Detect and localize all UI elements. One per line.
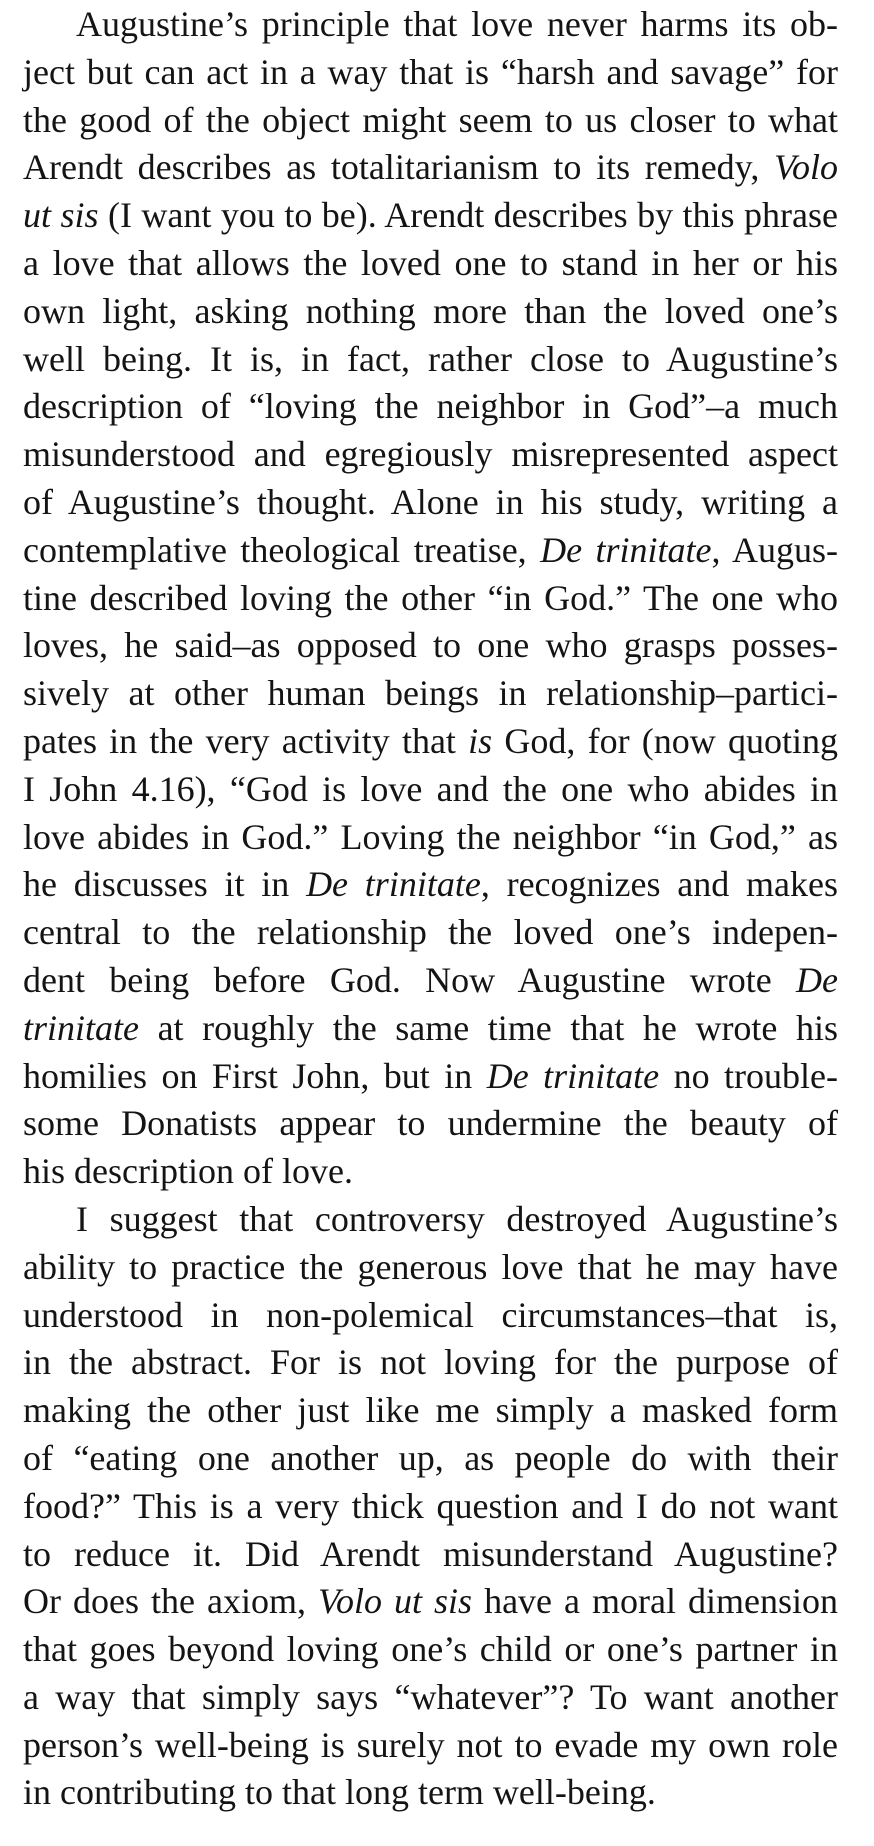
text-line xyxy=(23,1722,838,1770)
text-segment: (I want you to be). Arendt describes by this phrase xyxy=(98,195,838,236)
text-line xyxy=(23,1435,838,1483)
text-line xyxy=(23,1148,838,1196)
text-line xyxy=(23,814,838,862)
text-line xyxy=(23,336,838,384)
text-segment: contemplative theological treatise, xyxy=(23,529,541,570)
text-line xyxy=(23,240,838,288)
text-segment: a love that allows the loved one to stand in her or his xyxy=(23,242,838,283)
text-segment: food?” This is a very thick question and I do not want xyxy=(23,1485,838,1526)
text-segment: I suggest that controversy destroyed Augustine’s xyxy=(76,1198,838,1239)
text-segment: to reduce it. Did Arendt misunderstand Augustine? xyxy=(23,1533,838,1574)
text-segment: homilies on First John, but in xyxy=(23,1055,487,1096)
text-line xyxy=(23,766,838,814)
italic-text: trinitate xyxy=(23,1007,139,1048)
text-segment: have a moral dimension xyxy=(472,1581,839,1622)
text-line xyxy=(23,479,838,527)
text-line xyxy=(23,575,838,623)
text-segment: dent being before God. Now Augustine wrote xyxy=(23,959,797,1000)
text-segment: tine described loving the other “in God.” The one who xyxy=(23,577,838,618)
text-segment: of Augustine’s thought. Alone in his study, writing a xyxy=(23,481,838,522)
text-line xyxy=(23,49,838,97)
text-segment: ability to practice the generous love that he may have xyxy=(23,1246,838,1287)
text-line xyxy=(23,1339,838,1387)
text-segment: no trouble- xyxy=(659,1055,838,1096)
text-line xyxy=(23,1578,838,1626)
text-segment: making the other just like me simply a masked form xyxy=(23,1390,838,1431)
text-segment: well being. It is, in fact, rather close to Augustine’s xyxy=(23,338,838,379)
text-line xyxy=(23,1100,838,1148)
text-segment: misunderstood and egregiously misrepresented aspect xyxy=(23,434,838,475)
text-line xyxy=(23,1,838,49)
text-line xyxy=(23,1244,838,1292)
text-column xyxy=(23,1,838,1817)
italic-text: De trinitate xyxy=(306,864,481,905)
paragraph xyxy=(23,1196,838,1817)
text-segment: description of “loving the neighbor in God”–a much xyxy=(23,386,838,427)
text-segment: , recognizes and makes xyxy=(480,864,838,905)
text-line xyxy=(23,192,838,240)
text-segment: God, for (now quoting xyxy=(492,720,838,761)
italic-text: De trinitate xyxy=(540,529,712,570)
text-segment: central to the relationship the loved one’s indepen- xyxy=(23,912,838,953)
text-segment: sively at other human beings in relationship–partici- xyxy=(23,673,838,714)
text-segment: understood in non-polemical circumstances–that is, xyxy=(23,1294,838,1335)
text-segment: pates in the very activity that xyxy=(23,720,469,761)
text-line xyxy=(23,1626,838,1674)
text-segment: in the abstract. For is not loving for the purpose of xyxy=(23,1342,838,1383)
text-line xyxy=(23,1769,838,1817)
italic-text: De xyxy=(796,959,838,1000)
text-line xyxy=(23,1196,838,1244)
text-segment: love abides in God.” Loving the neighbor “in God,” as xyxy=(23,816,838,857)
text-segment: person’s well-being is surely not to evade my own role xyxy=(23,1724,838,1765)
text-line xyxy=(23,144,838,192)
text-segment: some Donatists appear to undermine the beauty of xyxy=(23,1103,838,1144)
paragraph xyxy=(23,1,838,1196)
text-segment: his description of love. xyxy=(23,1151,353,1192)
text-line xyxy=(23,1292,838,1340)
text-line xyxy=(23,97,838,145)
text-line xyxy=(23,527,838,575)
text-segment: he discusses it in xyxy=(23,864,307,905)
text-line xyxy=(23,1674,838,1722)
text-line xyxy=(23,909,838,957)
text-line xyxy=(23,861,838,909)
text-line xyxy=(23,957,838,1005)
text-line xyxy=(23,670,838,718)
text-line xyxy=(23,1483,838,1531)
text-segment: at roughly the same time that he wrote his xyxy=(139,1007,838,1048)
italic-text: De trinitate xyxy=(486,1055,660,1096)
text-segment: , Augus- xyxy=(711,529,838,570)
italic-text: Volo xyxy=(773,147,838,188)
text-line xyxy=(23,1005,838,1053)
text-line xyxy=(23,288,838,336)
text-line xyxy=(23,1531,838,1579)
text-line xyxy=(23,622,838,670)
text-segment: loves, he said–as opposed to one who grasps posses- xyxy=(23,625,838,666)
text-segment: Augustine’s principle that love never harms its ob- xyxy=(76,4,838,44)
text-segment: that goes beyond loving one’s child or one’s partner in xyxy=(23,1629,838,1670)
italic-text: is xyxy=(468,720,493,761)
text-segment: in contributing to that long term well-being. xyxy=(23,1772,656,1813)
text-segment: own light, asking nothing more than the loved one’s xyxy=(23,290,838,331)
text-segment: a way that simply says “whatever”? To want another xyxy=(23,1676,838,1717)
italic-text: ut sis xyxy=(23,195,99,236)
text-segment: I John 4.16), “God is love and the one who abides in xyxy=(23,768,838,809)
text-line xyxy=(23,383,838,431)
text-line xyxy=(23,1053,838,1101)
text-line xyxy=(23,431,838,479)
text-segment: ject but can act in a way that is “harsh and savage” for xyxy=(23,51,838,92)
italic-text: Volo ut sis xyxy=(318,1581,473,1622)
text-segment: Or does the axiom, xyxy=(23,1581,318,1622)
text-segment: Arendt describes as totalitarianism to its remedy, xyxy=(23,147,774,188)
text-line xyxy=(23,1387,838,1435)
text-line xyxy=(23,718,838,766)
text-segment: of “eating one another up, as people do with their xyxy=(23,1437,838,1478)
text-segment: the good of the object might seem to us closer to what xyxy=(23,99,838,140)
